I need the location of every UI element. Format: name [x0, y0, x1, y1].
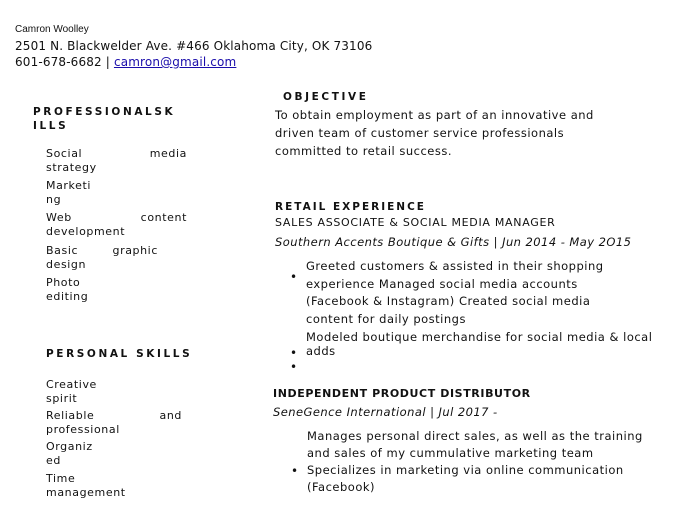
retail-duty-line: experience Managed social media accounts	[306, 276, 578, 291]
retail-duty-line: Modeled boutique merchandise for social media & local	[306, 330, 653, 344]
bullet-icon: •	[290, 270, 298, 284]
professional-skills-heading-line2: ILLS	[33, 120, 69, 132]
skill-word: Marketi	[46, 179, 92, 192]
retail-job-title: SALES ASSOCIATE & SOCIAL MEDIA MANAGER	[275, 216, 556, 229]
distributor-company: SeneGence International | Jul 2017 -	[273, 405, 498, 419]
retail-duty-line: Greeted customers & assisted in their shopping	[306, 259, 604, 273]
skill-word: ng	[46, 193, 62, 206]
skill-word: Web	[46, 211, 72, 224]
retail-duties	[306, 258, 604, 328]
personal-skill-item	[46, 409, 182, 437]
professional-skills-heading-line1: PROFESSIONALSK	[33, 106, 176, 118]
professional-skill-item	[46, 179, 91, 207]
bullet-icon: •	[290, 346, 298, 360]
skill-word: design	[46, 258, 87, 271]
skill-word: development	[46, 225, 126, 238]
skill-word: Social	[46, 147, 83, 160]
distributor-duty-line: Manages personal direct sales, as well as the training	[307, 429, 643, 443]
objective-text	[275, 106, 594, 160]
contact-address: 2501 N. Blackwelder Ave. #466 Oklahoma City, OK 73106	[15, 39, 373, 53]
objective-heading: OBJECTIVE	[283, 91, 369, 103]
retail-experience-heading: RETAIL EXPERIENCE	[275, 201, 426, 213]
distributor-duties	[307, 428, 643, 496]
skill-word: strategy	[46, 161, 97, 174]
personal-skill-item	[46, 440, 93, 468]
skill-word: content	[140, 211, 187, 224]
retail-duty-line: (Facebook & Instagram) Created social media	[306, 294, 591, 308]
skill-word: Basic	[46, 244, 79, 257]
retail-duty-line: adds	[306, 344, 336, 358]
professional-skill-item	[46, 244, 158, 272]
distributor-heading: INDEPENDENT PRODUCT DISTRIBUTOR	[273, 387, 531, 400]
bullet-icon: •	[291, 464, 299, 478]
skill-word: Reliable	[46, 409, 95, 422]
retail-duty-line: content for daily postings	[306, 311, 466, 326]
skill-word: Creative	[46, 378, 97, 391]
contact-separator: |	[105, 55, 110, 69]
contact-email-link[interactable]: camron@gmail.com	[113, 55, 237, 69]
personal-skills-heading: PERSONAL SKILLS	[46, 348, 193, 360]
skill-word: spirit	[46, 392, 78, 405]
objective-line: committed to retail success.	[275, 144, 452, 158]
bullet-icon: •	[290, 360, 298, 374]
skill-word: media	[149, 147, 187, 160]
skill-word: graphic	[112, 244, 158, 257]
distributor-duty-line: Specializes in marketing via online communication	[307, 463, 624, 477]
skill-word: editing	[46, 290, 89, 303]
retail-company: Southern Accents Boutique & Gifts | Jun 2014 - May 2O15	[275, 235, 632, 249]
professional-skill-item	[46, 211, 187, 239]
skill-word: Photo	[46, 276, 81, 289]
professional-skill-item	[46, 276, 88, 304]
personal-skill-item	[46, 378, 97, 406]
objective-line: To obtain employment as part of an innovative and	[275, 108, 594, 122]
contact-phone: 601-678-6682	[15, 55, 102, 69]
personal-skill-item	[46, 472, 126, 500]
skill-word: Time	[46, 472, 76, 485]
contact-name: Camron Woolley	[15, 24, 89, 35]
professional-skill-item	[46, 147, 187, 175]
distributor-duty-line: (Facebook)	[307, 480, 376, 494]
distributor-duty-line: and sales of my cummulative marketing team	[307, 446, 594, 460]
contact-line	[15, 55, 236, 69]
skill-word: ed	[46, 454, 61, 467]
skill-word: and	[159, 409, 182, 422]
skill-word: professional	[46, 423, 120, 436]
skill-word: Organiz	[46, 440, 93, 453]
retail-duties-2	[306, 330, 652, 358]
objective-line: driven team of customer service professionals	[275, 126, 565, 140]
skill-word: management	[46, 486, 126, 499]
